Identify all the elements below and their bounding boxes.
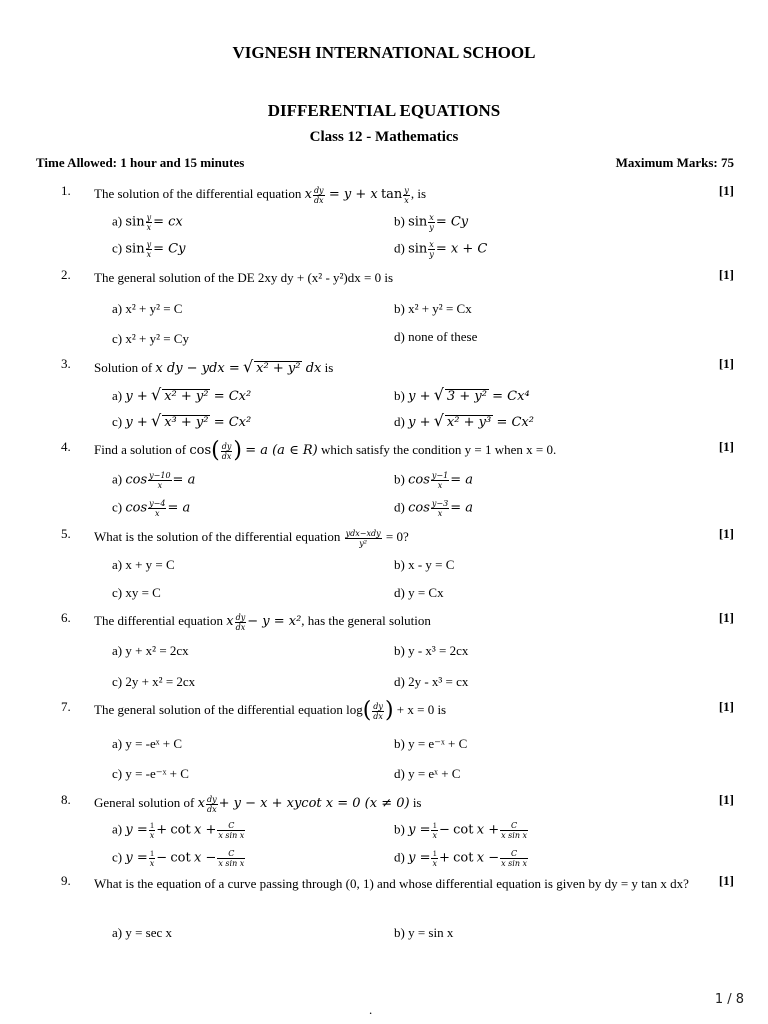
option-a: a) y = -eˣ + C (112, 736, 183, 751)
option-a: a) sin $\frac{y}{x}$ = cx (112, 213, 183, 232)
footer-dot: . (369, 1002, 373, 1017)
question-marks: [1] (718, 873, 734, 888)
question-text: What is the equation of a curve passing through (0, 1) and whose differential equation is given by dy = y tan x dx? (94, 876, 689, 891)
option-c: c) xy = C (112, 585, 161, 600)
option-b: b) y = sin x (394, 925, 454, 940)
question-number: 1. (61, 183, 71, 198)
option-a: a) cos $\frac{y-10}{x}$ = a (112, 471, 196, 490)
option-c: c) y = -e⁻ˣ + C (112, 766, 189, 781)
question-text: General solution of x $\frac{dy}{dx}$ + y − x + xycot x = 0 (x ≠ 0) is (94, 794, 422, 814)
option-c: c) sin $\frac{y}{x}$ = Cy (112, 240, 186, 259)
option-d: d) y = eˣ + C (394, 766, 461, 781)
question-text: The general solution of the DE 2xy dy + (x² - y²)dx = 0 is (94, 270, 394, 285)
option-d: d) 2y - x³ = cx (394, 674, 469, 689)
question-number: 5. (61, 526, 71, 541)
option-b: b) sin $\frac{x}{y}$ = Cy (394, 213, 469, 232)
option-b: b) x - y = C (394, 557, 455, 572)
option-c: c) x² + y² = Cy (112, 331, 189, 346)
class-subtitle: Class 12 - Mathematics (309, 129, 459, 145)
question-text: What is the solution of the differential equation $\frac{\text{ydx−xdy}}{\text{y²}}$ = 0? (94, 528, 409, 548)
option-b: b) x² + y² = Cx (394, 301, 472, 316)
question-marks: [1] (718, 526, 734, 541)
question-text: The differential equation x $\frac{dy}{dx}$ − y = x², has the general solution (94, 612, 431, 632)
question-text: The solution of the differential equation x $\frac{dy}{dx}$ = y + x tan $\frac{y}{x}$ , is (94, 185, 426, 205)
question-marks: [1] (718, 439, 734, 454)
question-marks: [1] (718, 792, 734, 807)
option-c: c) cos $\frac{y-4}{x}$ = a (112, 499, 191, 518)
option-c: c) 2y + x² = 2cx (112, 674, 196, 689)
school-name: VIGNESH INTERNATIONAL SCHOOL (232, 43, 536, 62)
option-d: d) y + √ x² + y³ = Cx² (394, 411, 534, 430)
option-d: d) y = $\frac{1}{x}$ + cot x − $\frac{C}{\text{x sin x}}$ (394, 849, 528, 868)
question-number: 4. (61, 439, 71, 454)
option-a: a) x² + y² = C (112, 301, 183, 316)
option-a: a) y = sec x (112, 925, 173, 940)
option-b: b) cos $\frac{y-1}{x}$ = a (394, 471, 473, 490)
option-a: a) y + √ x² + y² = Cx² (112, 385, 252, 404)
option-b: b) y = e⁻ˣ + C (394, 736, 468, 751)
question-text: Find a solution of cos( $\frac{dy}{dx}$ ) = a (a ∈ R) which satisfy the condition y = 1 when x = 0. (94, 438, 557, 464)
option-c: c) y = $\frac{1}{x}$ − cot x − $\frac{C}{\text{x sin x}}$ (112, 849, 245, 868)
question-number: 8. (61, 792, 71, 807)
option-b: b) y = $\frac{1}{x}$ − cot x + $\frac{C}{\text{x sin x}}$ (394, 821, 528, 840)
question-number: 9. (61, 873, 71, 888)
option-b: b) y + √ 3 + y² = Cx⁴ (394, 385, 530, 404)
option-c: c) y + √ x³ + y² = Cx² (112, 411, 252, 430)
question-marks: [1] (718, 699, 734, 714)
time-allowed: Time Allowed: 1 hour and 15 minutes (36, 155, 245, 170)
option-d: d) none of these (394, 329, 478, 344)
option-d: d) sin $\frac{x}{y}$ = x + C (394, 240, 488, 259)
question-marks: [1] (718, 183, 734, 198)
question-marks: [1] (718, 356, 734, 371)
question-marks: [1] (718, 267, 734, 282)
option-a: a) x + y = C (112, 557, 175, 572)
question-text: The general solution of the differential equation log( $\frac{dy}{dx}$ ) + x = 0 is (94, 698, 447, 724)
option-d: d) cos $\frac{y-3}{x}$ = a (394, 499, 473, 518)
option-a: a) y + x² = 2cx (112, 643, 189, 658)
question-number: 3. (61, 356, 71, 371)
option-a: a) y = $\frac{1}{x}$ + cot x + $\frac{C}{\text{x sin x}}$ (112, 821, 245, 840)
maximum-marks: Maximum Marks: 75 (615, 155, 734, 170)
question-number: 6. (61, 610, 71, 625)
option-d: d) y = Cx (394, 585, 444, 600)
page-title: DIFFERENTIAL EQUATIONS (267, 101, 501, 120)
question-marks: [1] (718, 610, 734, 625)
page-number: 1 / 8 (714, 992, 744, 1007)
question-number: 2. (61, 267, 71, 282)
question-number: 7. (61, 699, 71, 714)
question-text: Solution of x dy − ydx = √ x² + y² dx is (94, 357, 334, 376)
option-b: b) y - x³ = 2cx (394, 643, 469, 658)
